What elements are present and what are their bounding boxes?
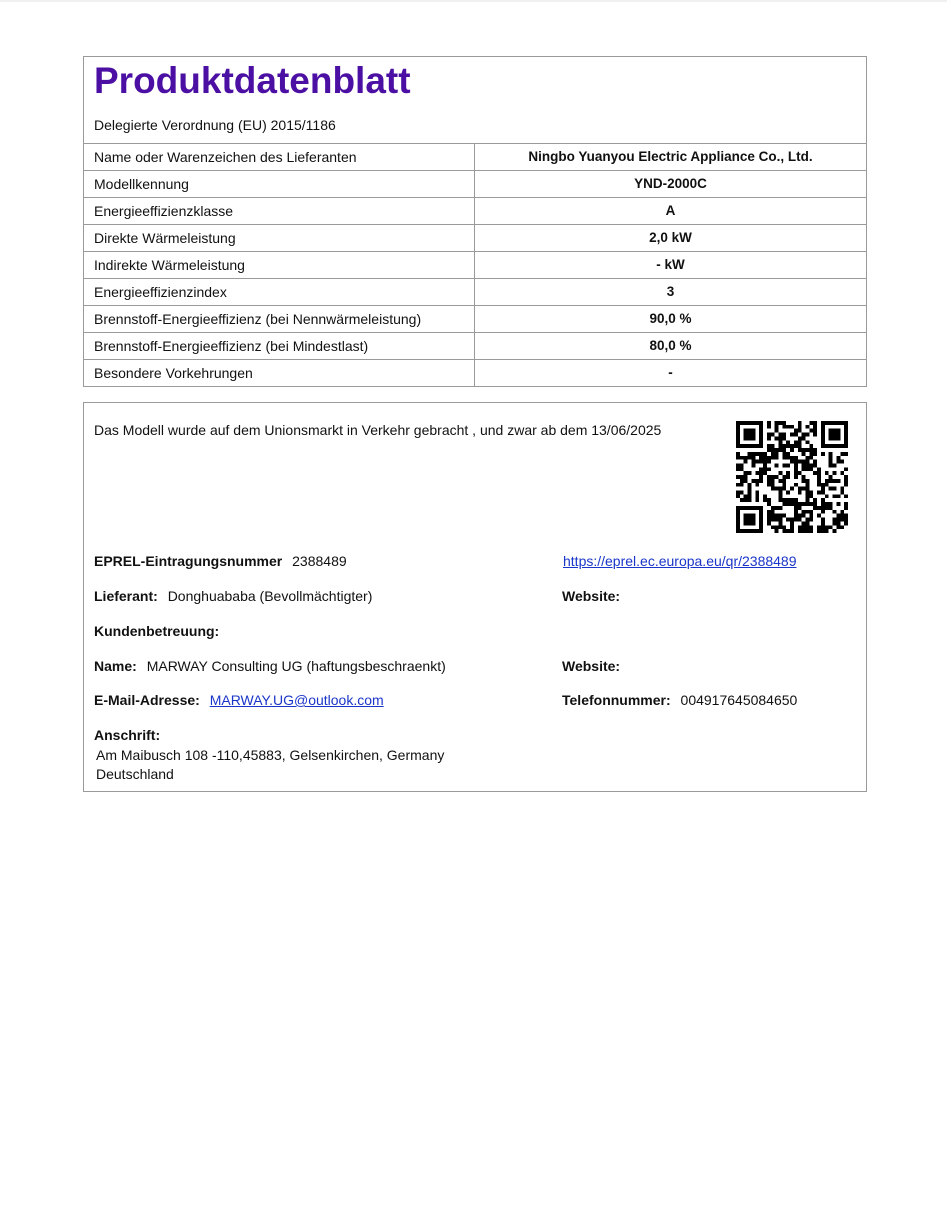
row-value: A [665,203,676,218]
table-row [84,252,866,279]
address-line-1: Am Maibusch 108 -110,45883, Gelsenkirchen, Germany [96,747,445,763]
eprel-value: 2388489 [292,553,347,569]
row-label: Modellkennung [84,171,475,197]
product-data-sheet [83,56,867,387]
row-label: Name oder Warenzeichen des Lieferanten [84,144,475,170]
supplier-label: Lieferant: [94,588,158,604]
market-date-text: Das Modell wurde auf dem Unionsmarkt in Verkehr gebracht , und zwar ab dem 13/06/2025 [94,422,662,438]
row-value: 80,0 % [649,338,692,353]
table-row [84,171,866,198]
customer-website-label: Website: [562,658,621,674]
table-row [84,198,866,225]
name-label: Name: [94,658,137,674]
row-value: YND-2000C [634,176,707,191]
phone-label: Telefonnummer: [562,692,671,708]
email-label: E-Mail-Adresse: [94,692,200,708]
table-row [84,306,866,333]
row-value: 2,0 kW [649,230,692,245]
table-row [84,360,866,386]
email [94,692,384,708]
name-value: MARWAY Consulting UG (haftungsbeschraenkt) [146,658,446,674]
supplier-info-box [83,402,867,792]
eprel-number [94,553,347,569]
email-link[interactable]: MARWAY.UG@outlook.com [209,692,384,708]
row-value: Ningbo Yuanyou Electric Appliance Co., Ltd. [528,149,813,164]
row-label: Brennstoff-Energieeffizienz (bei Nennwärmeleistung) [84,306,475,332]
row-label: Besondere Vorkehrungen [84,360,475,386]
qr-code-icon[interactable] [736,421,848,533]
customer-service-label: Kundenbetreuung: [94,623,220,639]
customer-name [94,658,446,674]
row-label: Direkte Wärmeleistung [84,225,475,251]
sheet-header [84,57,866,144]
table-row [84,279,866,306]
page-title: Produktdatenblatt [94,60,411,101]
row-label: Brennstoff-Energieeffizienz (bei Mindestlast) [84,333,475,359]
eprel-link[interactable]: https://eprel.ec.europa.eu/qr/2388489 [563,553,797,569]
row-label: Indirekte Wärmeleistung [84,252,475,278]
supplier [94,588,372,604]
phone [562,692,797,708]
row-label: Energieeffizienzindex [84,279,475,305]
table-row [84,333,866,360]
address-label: Anschrift: [94,727,161,743]
eprel-label: EPREL-Eintragungsnummer [94,553,283,569]
row-value: - kW [656,257,685,272]
row-value: 90,0 % [649,311,692,326]
table-row [84,225,866,252]
row-label: Energieeffizienzklasse [84,198,475,224]
page-top-divider [0,0,947,2]
regulation-subtitle: Delegierte Verordnung (EU) 2015/1186 [94,117,336,133]
supplier-value: Donghuababa (Bevollmächtigter) [167,588,373,604]
table-row [84,144,866,171]
row-value: - [668,365,673,380]
address-line-2: Deutschland [96,766,174,782]
supplier-website-label: Website: [562,588,621,604]
phone-value: 004917645084650 [680,692,798,708]
row-value: 3 [666,284,675,299]
